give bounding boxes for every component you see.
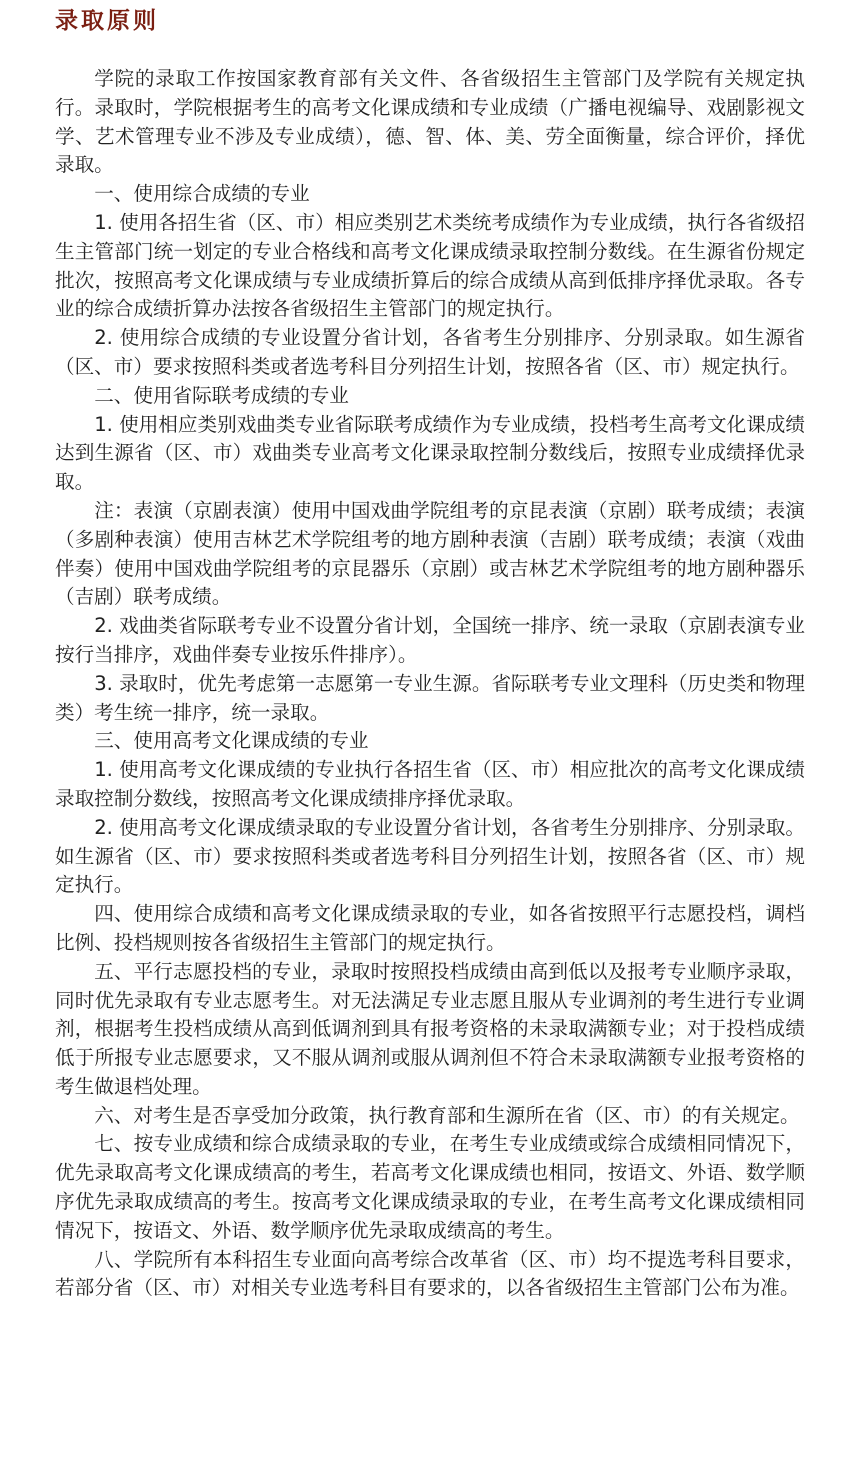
paragraph-4: 四、使用综合成绩和高考文化课成绩录取的专业，如各省按照平行志愿投档，调档比例、投档规则按各省级招生主管部门的规定执行。 — [55, 902, 805, 954]
paragraph-2-2: 2. 戏曲类省际联考专业不设置分省计划，全国统一排序、统一录取（京剧表演专业按行当排序，戏曲伴奏专业按乐件排序）。 — [55, 614, 805, 666]
paragraph-heading-1: 一、使用综合成绩的专业 — [94, 182, 310, 206]
paragraph-3-2: 2. 使用高考文化课成绩录取的专业设置分省计划，各省考生分别排序、分别录取。如生源省（区、市）要求按照科类或者选考科目分列招生计划，按照各省（区、市）规定执行。 — [55, 815, 805, 897]
paragraph-7: 七、按专业成绩和综合成绩录取的专业，在考生专业成绩或综合成绩相同情况下，优先录取高考文化课成绩高的考生，若高考文化课成绩也相同，按语文、外语、数学顺序优先录取成绩高的考生。按高考文化课成绩录取的专业，在考生高考文化课成绩相同情况下，按语文、外语、数学顺序优先录取成绩高的考生。 — [55, 1132, 805, 1242]
paragraph-2-1: 1. 使用相应类别戏曲类专业省际联考成绩作为专业成绩，投档考生高考文化课成绩达到生源省（区、市）戏曲类专业高考文化课录取控制分数线后，按照专业成绩择优录取。 — [55, 412, 805, 494]
paragraph-1-2: 2. 使用综合成绩的专业设置分省计划，各省考生分别排序、分别录取。如生源省（区、市）要求按照科类或者选考科目分列招生计划，按照各省（区、市）规定执行。 — [55, 326, 805, 378]
paragraph-2-3: 3. 录取时，优先考虑第一志愿第一专业生源。省际联考专业文理科（历史类和物理类）考生统一排序，统一录取。 — [55, 671, 805, 724]
paragraph-1-1: 1. 使用各招生省（区、市）相应类别艺术类统考成绩作为专业成绩，执行各省级招生主管部门统一划定的专业合格线和高考文化课成绩录取控制分数线。在生源省份规定批次，按照高考文化课成绩与专业成绩折算后的综合成绩从高到低排序择优录取。各专业的综合成绩折算办法按各省级招生主管部门的规定执行。 — [55, 210, 805, 321]
paragraph-8: 八、学院所有本科招生专业面向高考综合改革省（区、市）均不提选考科目要求，若部分省（区、市）对相关专业选考科目有要求的，以各省级招生主管部门公布为准。 — [55, 1247, 805, 1300]
paragraph-3-1: 1. 使用高考文化课成绩的专业执行各招生省（区、市）相应批次的高考文化课成绩录取控制分数线，按照高考文化课成绩排序择优录取。 — [55, 758, 805, 810]
paragraph-5: 五、平行志愿投档的专业，录取时按照投档成绩由高到低以及报考专业顺序录取，同时优先录取有专业志愿考生。对无法满足专业志愿且服从专业调剂的考生进行专业调剂，根据考生投档成绩从高到低调剂到具有报考资格的未录取满额专业；对于投档成绩低于所报专业志愿要求，又不服从调剂或服从调剂但不符合未录取满额专业报考资格的考生做退档处理。 — [55, 959, 805, 1098]
section-body — [55, 65, 805, 1303]
section-heading: 录取原则 — [55, 8, 159, 34]
paragraph-heading-3: 三、使用高考文化课成绩的专业 — [94, 729, 369, 753]
paragraph-2-note: 注：表演（京剧表演）使用中国戏曲学院组考的京昆表演（京剧）联考成绩；表演（多剧种表演）使用吉林艺术学院组考的地方剧种表演（吉剧）联考成绩；表演（戏曲伴奏）使用中国戏曲学院组考的京昆器乐（京剧）或吉林艺术学院组考的地方剧种器乐（吉剧）联考成绩。 — [55, 498, 805, 609]
paragraph-6: 六、对考生是否享受加分政策，执行教育部和生源所在省（区、市）的有关规定。 — [94, 1103, 800, 1127]
paragraph-intro: 学院的录取工作按国家教育部有关文件、各省级招生主管部门及学院有关规定执行。录取时，学院根据考生的高考文化课成绩和专业成绩（广播电视编导、戏剧影视文学、艺术管理专业不涉及专业成绩），德、智、体、美、劳全面衡量，综合评价，择优录取。 — [55, 67, 805, 177]
paragraph-heading-2: 二、使用省际联考成绩的专业 — [94, 383, 349, 407]
